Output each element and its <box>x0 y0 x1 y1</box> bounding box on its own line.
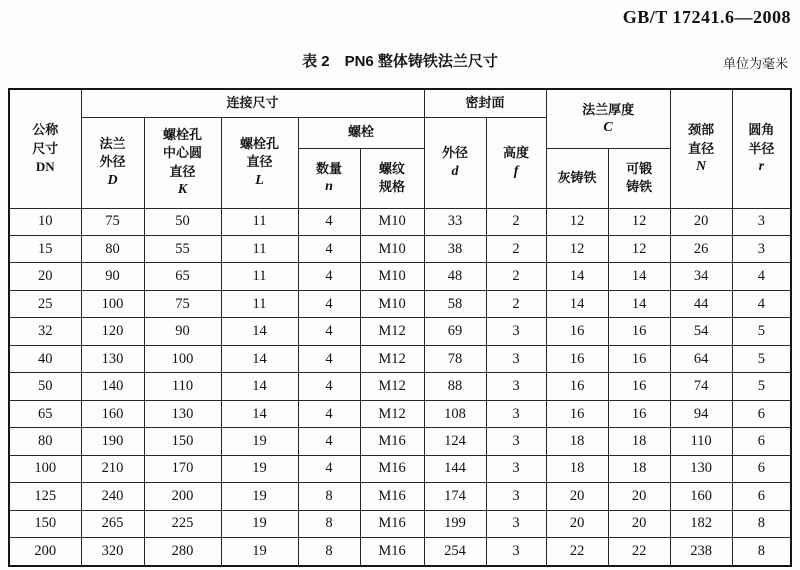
col-group-flange-thickness-title: 法兰厚度 <box>582 101 635 117</box>
col-header-bolt-circle-line2: 中心圆 <box>162 145 202 161</box>
col-header-nominal-size-line1: 公称 <box>32 122 59 138</box>
cell-L: 19 <box>221 538 298 566</box>
cell-grey-iron: 18 <box>546 455 608 482</box>
cell-dn: 100 <box>9 455 81 482</box>
cell-dn: 150 <box>9 510 81 537</box>
col-header-neck-diameter-line2: 直径 <box>688 140 715 156</box>
col-header-bolt-circle <box>144 117 221 208</box>
cell-thread: M12 <box>360 318 424 345</box>
cell-r: 5 <box>732 318 791 345</box>
cell-d: 108 <box>424 400 486 427</box>
cell-grey-iron: 16 <box>546 318 608 345</box>
cell-K: 110 <box>144 373 221 400</box>
col-header-flange-od <box>81 117 144 208</box>
cell-N: 160 <box>670 483 732 510</box>
cell-d: 38 <box>424 235 486 262</box>
cell-grey-iron: 18 <box>546 428 608 455</box>
cell-malleable-iron: 20 <box>608 510 670 537</box>
cell-L: 14 <box>221 400 298 427</box>
table-row <box>9 455 791 482</box>
col-header-fillet-radius <box>732 89 791 208</box>
table-row <box>9 290 791 317</box>
cell-L: 11 <box>221 208 298 235</box>
col-header-fillet-radius-line2: 半径 <box>748 140 775 156</box>
cell-malleable-iron: 16 <box>608 345 670 372</box>
cell-D: 160 <box>81 400 144 427</box>
cell-n: 4 <box>298 373 360 400</box>
cell-n: 4 <box>298 455 360 482</box>
cell-dn: 80 <box>9 428 81 455</box>
cell-grey-iron: 14 <box>546 263 608 290</box>
col-header-seal-height <box>486 117 546 208</box>
col-header-flange-od-line2: 外径 <box>99 154 126 170</box>
cell-n: 4 <box>298 208 360 235</box>
cell-N: 34 <box>670 263 732 290</box>
col-header-thread-spec-line1: 螺纹 <box>379 160 406 176</box>
cell-malleable-iron: 14 <box>608 290 670 317</box>
col-group-sealing-face: 密封面 <box>424 89 546 117</box>
cell-thread: M16 <box>360 510 424 537</box>
cell-n: 8 <box>298 510 360 537</box>
col-header-nominal-size-line2: 尺寸 <box>32 140 59 156</box>
cell-thread: M16 <box>360 538 424 566</box>
col-header-bolt-qty-symbol: n <box>325 179 333 194</box>
cell-N: 238 <box>670 538 732 566</box>
col-header-bolt-qty <box>298 148 360 208</box>
unit-note: 单位为毫米 <box>722 56 788 71</box>
cell-f: 3 <box>486 428 546 455</box>
cell-d: 48 <box>424 263 486 290</box>
col-header-malleable-iron <box>608 148 670 208</box>
col-header-neck-diameter-line1: 颈部 <box>688 122 715 138</box>
cell-malleable-iron: 12 <box>608 235 670 262</box>
cell-dn: 20 <box>9 263 81 290</box>
col-header-bolt-circle-line3: 直径 <box>169 163 196 179</box>
cell-grey-iron: 12 <box>546 235 608 262</box>
cell-r: 4 <box>732 290 791 317</box>
cell-D: 265 <box>81 510 144 537</box>
col-header-bolt-circle-symbol: K <box>177 181 188 197</box>
cell-K: 280 <box>144 538 221 566</box>
cell-dn: 32 <box>9 318 81 345</box>
cell-d: 78 <box>424 345 486 372</box>
cell-L: 19 <box>221 428 298 455</box>
cell-d: 174 <box>424 483 486 510</box>
cell-f: 3 <box>486 455 546 482</box>
cell-d: 199 <box>424 510 486 537</box>
table-row <box>9 373 791 400</box>
cell-r: 6 <box>732 428 791 455</box>
flange-dimensions-table <box>8 88 792 567</box>
col-header-malleable-iron-line1: 可锻 <box>626 160 653 176</box>
col-header-fillet-radius-symbol: r <box>758 158 765 174</box>
cell-D: 100 <box>81 290 144 317</box>
cell-L: 19 <box>221 455 298 482</box>
cell-n: 4 <box>298 318 360 345</box>
cell-K: 55 <box>144 235 221 262</box>
cell-N: 74 <box>670 373 732 400</box>
cell-f: 3 <box>486 345 546 372</box>
cell-r: 6 <box>732 455 791 482</box>
cell-N: 20 <box>670 208 732 235</box>
cell-malleable-iron: 18 <box>608 455 670 482</box>
cell-grey-iron: 16 <box>546 400 608 427</box>
cell-n: 4 <box>298 428 360 455</box>
cell-dn: 15 <box>9 235 81 262</box>
cell-N: 110 <box>670 428 732 455</box>
col-group-flange-thickness-symbol: C <box>603 119 613 135</box>
cell-r: 3 <box>732 235 791 262</box>
cell-K: 170 <box>144 455 221 482</box>
cell-D: 120 <box>81 318 144 345</box>
cell-d: 88 <box>424 373 486 400</box>
cell-grey-iron: 14 <box>546 290 608 317</box>
table-row <box>9 318 791 345</box>
col-header-bolt-qty-line1: 数量 <box>315 160 342 176</box>
cell-r: 3 <box>732 208 791 235</box>
cell-D: 140 <box>81 373 144 400</box>
cell-dn: 200 <box>9 538 81 566</box>
cell-f: 3 <box>486 483 546 510</box>
cell-L: 14 <box>221 318 298 345</box>
cell-K: 150 <box>144 428 221 455</box>
cell-thread: M10 <box>360 235 424 262</box>
cell-malleable-iron: 16 <box>608 400 670 427</box>
col-header-grey-iron: 灰铸铁 <box>546 148 608 208</box>
cell-N: 64 <box>670 345 732 372</box>
col-group-bolt: 螺栓 <box>298 117 424 148</box>
cell-malleable-iron: 18 <box>608 428 670 455</box>
table-row <box>9 345 791 372</box>
cell-dn: 25 <box>9 290 81 317</box>
cell-L: 11 <box>221 290 298 317</box>
cell-f: 2 <box>486 263 546 290</box>
cell-d: 124 <box>424 428 486 455</box>
cell-thread: M12 <box>360 400 424 427</box>
cell-n: 4 <box>298 235 360 262</box>
col-header-seal-od <box>424 117 486 208</box>
cell-L: 11 <box>221 263 298 290</box>
cell-f: 2 <box>486 235 546 262</box>
cell-K: 200 <box>144 483 221 510</box>
cell-D: 240 <box>81 483 144 510</box>
cell-f: 3 <box>486 373 546 400</box>
cell-dn: 65 <box>9 400 81 427</box>
col-header-thread-spec <box>360 148 424 208</box>
cell-grey-iron: 20 <box>546 510 608 537</box>
cell-n: 4 <box>298 263 360 290</box>
cell-d: 144 <box>424 455 486 482</box>
cell-K: 90 <box>144 318 221 345</box>
cell-K: 65 <box>144 263 221 290</box>
cell-D: 210 <box>81 455 144 482</box>
table-body <box>9 208 791 566</box>
cell-d: 69 <box>424 318 486 345</box>
col-header-neck-diameter-symbol: N <box>696 158 707 174</box>
cell-thread: M12 <box>360 373 424 400</box>
cell-thread: M10 <box>360 208 424 235</box>
cell-N: 54 <box>670 318 732 345</box>
cell-thread: M16 <box>360 483 424 510</box>
cell-r: 4 <box>732 263 791 290</box>
cell-K: 130 <box>144 400 221 427</box>
cell-n: 4 <box>298 345 360 372</box>
cell-N: 26 <box>670 235 732 262</box>
cell-n: 4 <box>298 290 360 317</box>
cell-K: 75 <box>144 290 221 317</box>
table-row <box>9 538 791 566</box>
cell-dn: 50 <box>9 373 81 400</box>
cell-grey-iron: 16 <box>546 373 608 400</box>
cell-dn: 10 <box>9 208 81 235</box>
cell-n: 8 <box>298 538 360 566</box>
cell-dn: 125 <box>9 483 81 510</box>
cell-D: 130 <box>81 345 144 372</box>
cell-L: 14 <box>221 345 298 372</box>
cell-malleable-iron: 16 <box>608 318 670 345</box>
cell-d: 58 <box>424 290 486 317</box>
cell-D: 190 <box>81 428 144 455</box>
cell-r: 6 <box>732 400 791 427</box>
cell-malleable-iron: 22 <box>608 538 670 566</box>
cell-thread: M10 <box>360 263 424 290</box>
col-header-thread-spec-line2: 规格 <box>379 179 406 194</box>
cell-n: 8 <box>298 483 360 510</box>
col-group-flange-thickness <box>546 89 670 148</box>
table-caption: 表 2 PN6 整体铸铁法兰尺寸 <box>302 53 498 70</box>
cell-grey-iron: 12 <box>546 208 608 235</box>
cell-f: 3 <box>486 538 546 566</box>
col-group-connection-dimensions: 连接尺寸 <box>81 89 424 117</box>
cell-D: 80 <box>81 235 144 262</box>
col-header-fillet-radius-line1: 圆角 <box>748 122 775 138</box>
cell-dn: 40 <box>9 345 81 372</box>
cell-grey-iron: 22 <box>546 538 608 566</box>
cell-N: 130 <box>670 455 732 482</box>
col-header-bolt-circle-line1: 螺栓孔 <box>162 127 202 143</box>
cell-n: 4 <box>298 400 360 427</box>
cell-D: 75 <box>81 208 144 235</box>
table-row <box>9 483 791 510</box>
cell-K: 50 <box>144 208 221 235</box>
cell-N: 44 <box>670 290 732 317</box>
col-header-flange-od-symbol: D <box>107 172 118 188</box>
col-header-seal-height-line1: 高度 <box>503 145 530 161</box>
col-header-nominal-size <box>9 89 81 208</box>
cell-thread: M10 <box>360 290 424 317</box>
cell-f: 3 <box>486 510 546 537</box>
cell-f: 3 <box>486 318 546 345</box>
col-header-seal-height-symbol: f <box>513 163 519 179</box>
col-header-seal-od-line1: 外径 <box>442 145 469 161</box>
col-header-neck-diameter <box>670 89 732 208</box>
cell-thread: M16 <box>360 455 424 482</box>
cell-f: 2 <box>486 208 546 235</box>
col-header-bolt-hole-line1: 螺栓孔 <box>239 136 279 152</box>
cell-f: 3 <box>486 400 546 427</box>
cell-K: 100 <box>144 345 221 372</box>
col-header-flange-od-line1: 法兰 <box>99 136 126 152</box>
cell-d: 254 <box>424 538 486 566</box>
col-header-bolt-hole-symbol: L <box>255 172 264 188</box>
cell-D: 320 <box>81 538 144 566</box>
table-row <box>9 235 791 262</box>
cell-D: 90 <box>81 263 144 290</box>
cell-N: 94 <box>670 400 732 427</box>
table-row <box>9 400 791 427</box>
cell-thread: M16 <box>360 428 424 455</box>
cell-L: 14 <box>221 373 298 400</box>
table-row <box>9 428 791 455</box>
cell-N: 182 <box>670 510 732 537</box>
table-row <box>9 263 791 290</box>
standard-number: GB/T 17241.6—2008 <box>622 7 791 27</box>
table-row <box>9 510 791 537</box>
cell-thread: M12 <box>360 345 424 372</box>
cell-grey-iron: 16 <box>546 345 608 372</box>
cell-grey-iron: 20 <box>546 483 608 510</box>
cell-r: 5 <box>732 373 791 400</box>
cell-K: 225 <box>144 510 221 537</box>
cell-d: 33 <box>424 208 486 235</box>
cell-r: 6 <box>732 483 791 510</box>
cell-malleable-iron: 14 <box>608 263 670 290</box>
table-row <box>9 208 791 235</box>
col-header-malleable-iron-line2: 铸铁 <box>626 179 653 194</box>
cell-malleable-iron: 16 <box>608 373 670 400</box>
cell-f: 2 <box>486 290 546 317</box>
cell-r: 8 <box>732 510 791 537</box>
cell-L: 19 <box>221 510 298 537</box>
cell-L: 19 <box>221 483 298 510</box>
cell-malleable-iron: 20 <box>608 483 670 510</box>
col-header-bolt-hole <box>221 117 298 208</box>
col-header-seal-od-symbol: d <box>451 163 459 179</box>
cell-malleable-iron: 12 <box>608 208 670 235</box>
cell-L: 11 <box>221 235 298 262</box>
col-header-nominal-size-symbol: DN <box>35 158 55 174</box>
cell-r: 5 <box>732 345 791 372</box>
cell-r: 8 <box>732 538 791 566</box>
col-header-bolt-hole-line2: 直径 <box>246 154 273 170</box>
